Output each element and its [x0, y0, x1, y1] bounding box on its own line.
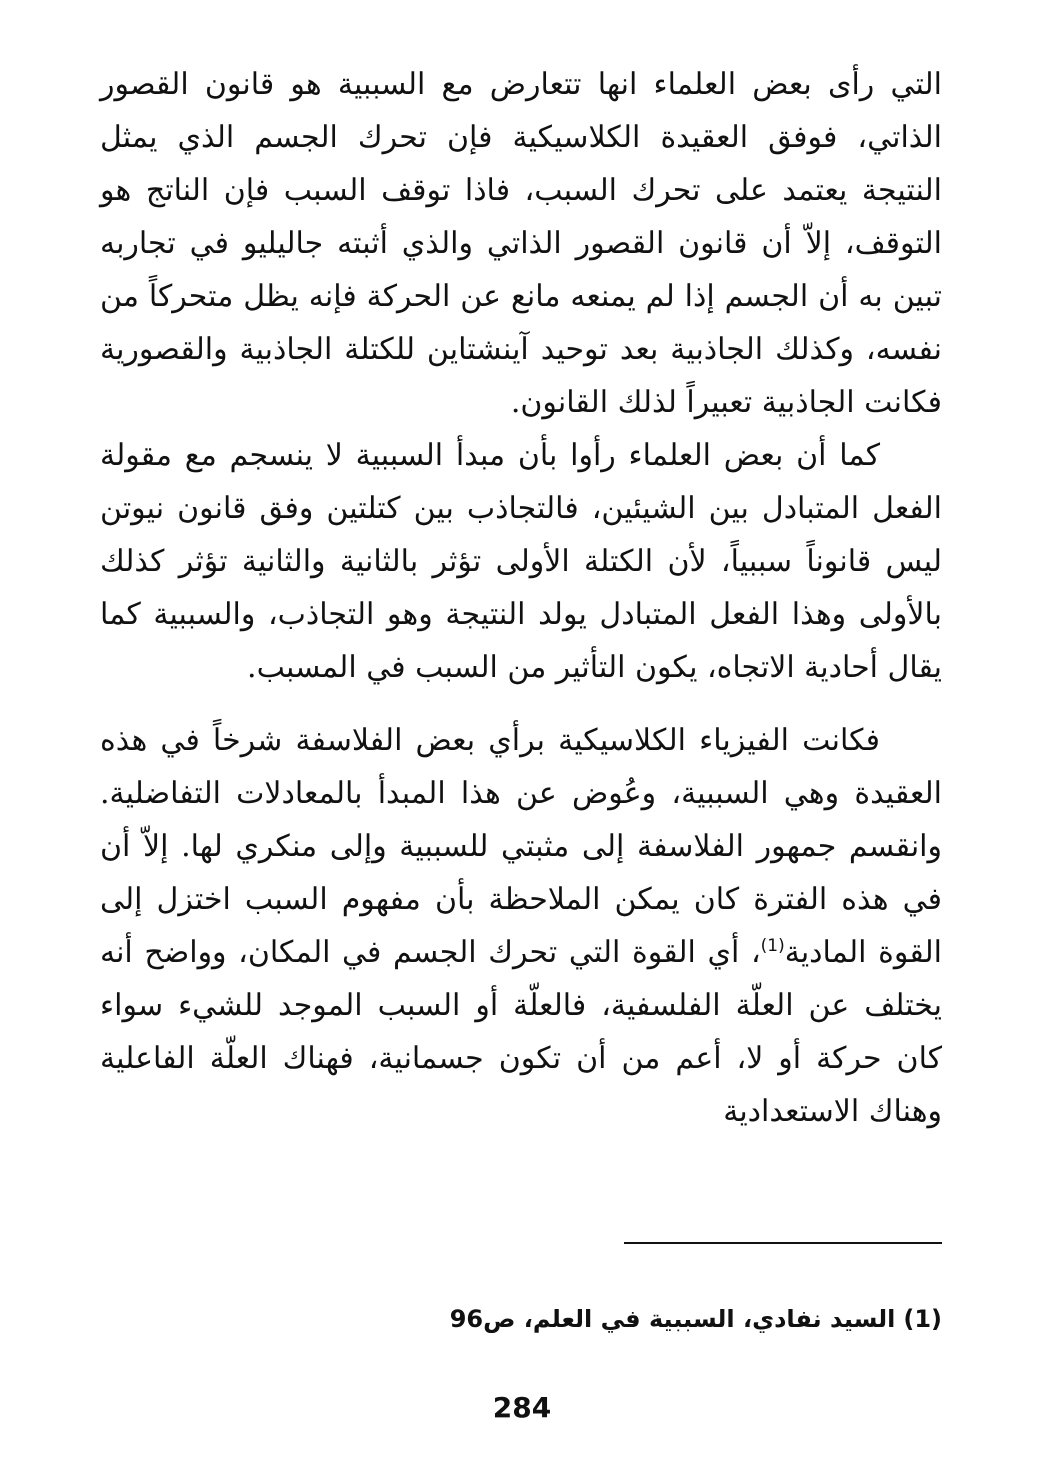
page-body: [100, 58, 942, 1138]
footnote-number: (1): [903, 1305, 942, 1333]
body-paragraph-3: [100, 714, 942, 1138]
footnote-separator: [624, 1242, 942, 1244]
footnote: [100, 1302, 942, 1336]
page-number: 284: [492, 1391, 552, 1424]
body-paragraph-1: التي رأى بعض العلماء انها تتعارض مع السببية هو قانون القصور الذاتي، فوفق العقيدة الكلاسيكية فإن تحرك الجسم الذي يمثل النتيجة يعتمد على تحرك السبب، فاذا توقف السبب فإن الناتج هو التوقف، إلاّ أن قانون القصور الذاتي والذي أثبته جاليليو في تجاربه تبين به أن الجسم إذا لم يمنعه مانع عن الحركة فإنه يظل متحركاً من نفسه، وكذلك الجاذبية بعد توحيد آينشتاين للكتلة الجاذبية والقصورية فكانت الجاذبية تعبيراً لذلك القانون.: [100, 67, 943, 420]
footnote-text: السيد نفادي، السببية في العلم، ص96: [449, 1305, 896, 1333]
body-paragraph-3-part-1: فكانت الفيزياء الكلاسيكية برأي بعض الفلاسفة شرخاً في هذه العقيدة وهي السببية، وعُوض عن هذا المبدأ بالمعادلات التفاضلية. وانقسم جمهور الفلاسفة إلى مثبتي للسببية وإلى منكري لها. إلاّ أن في هذه الفترة كان يمكن الملاحظة بأن مفهوم السبب اختزل إلى القوة المادية: [100, 723, 942, 970]
body-paragraph-3-part-2: ، أي القوة التي تحرك الجسم في المكان، وواضح أنه يختلف عن العلّة الفلسفية، فالعلّة أو السبب الموجد للشيء سواء كان حركة أو لا، أعم من أن تكون جسمانية، فهناك العلّة الفاعلية وهناك الاستعدادية: [100, 935, 942, 1129]
footnote-reference: (1): [760, 936, 785, 956]
body-paragraph-2: كما أن بعض العلماء رأوا بأن مبدأ السببية لا ينسجم مع مقولة الفعل المتبادل بين الشيئين، فالتجاذب بين كتلتين وفق قانون نيوتن ليس قانوناً سببياً، لأن الكتلة الأولى تؤثر بالثانية والثانية تؤثر كذلك بالأولى وهذا الفعل المتبادل يولد النتيجة وهو التجاذب، والسببية كما يقال أحادية الاتجاه، يكون التأثير من السبب في المسبب.: [100, 438, 942, 685]
